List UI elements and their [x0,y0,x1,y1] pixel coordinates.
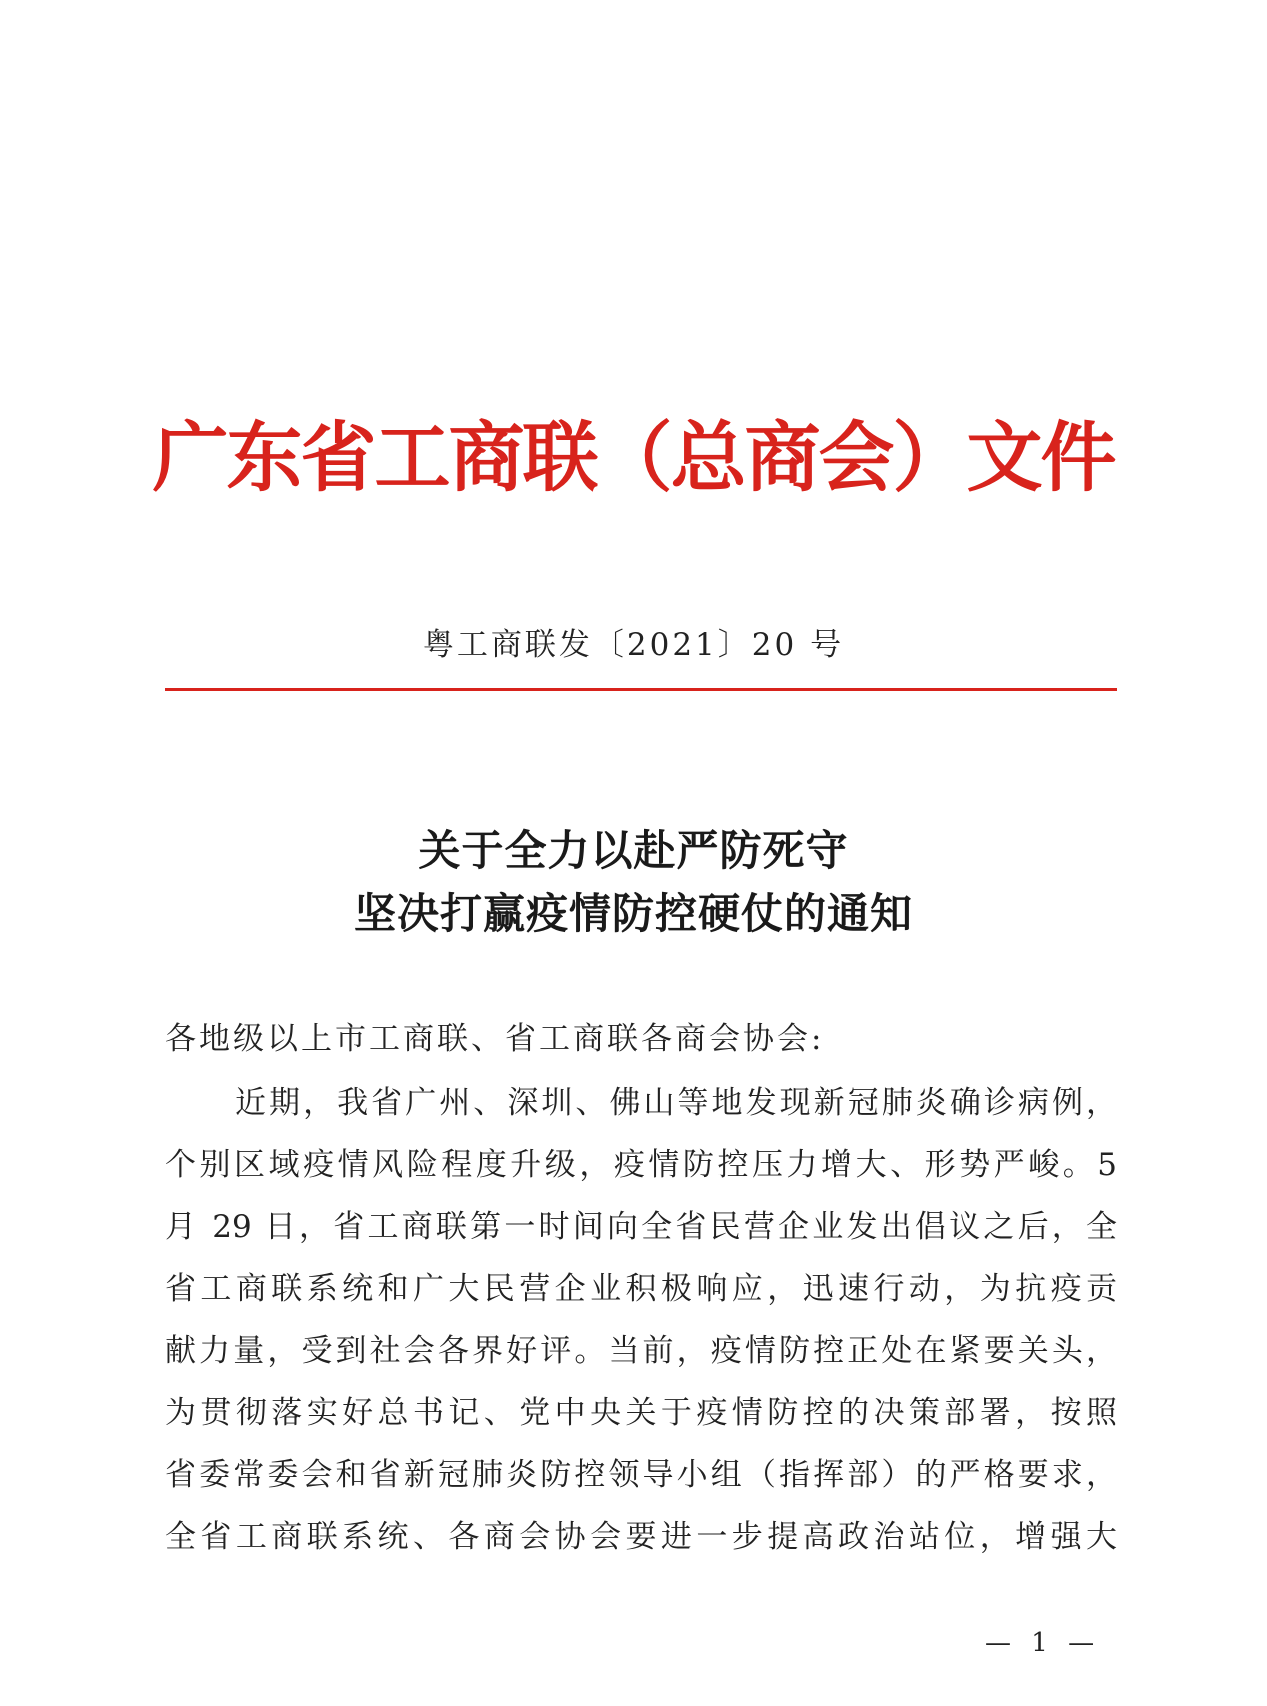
document-number: 粤工商联发〔2021〕20 号 [422,627,845,663]
body-line: 为贯彻落实好总书记、党中央关于疫情防控的决策部署，按照 [165,1395,1117,1431]
red-divider-line [165,688,1117,691]
body-line: 个别区域疫情风险程度升级，疫情防控压力增大、形势严峻。5 [165,1147,1117,1183]
body-line: 献力量，受到社会各界好评。当前，疫情防控正处在紧要关头， [165,1333,1117,1369]
body-line: 省工商联系统和广大民营企业积极响应，迅速行动，为抗疫贡 [165,1271,1117,1307]
body-line: 省委常委会和省新冠肺炎防控领导小组（指挥部）的严格要求， [165,1457,1117,1493]
body-line: 全省工商联系统、各商会协会要进一步提高政治站位，增强大 [165,1519,1117,1555]
notice-title-line-2: 坚决打赢疫情防控硬仗的通知 [353,889,913,938]
notice-title-line-1: 关于全力以赴严防死守 [418,826,849,875]
issuer-title: 广东省工商联（总商会）文件 [152,413,1115,502]
body-line: 近期，我省广州、深圳、佛山等地发现新冠肺炎确诊病例， [235,1085,1117,1121]
body-line: 月 29 日，省工商联第一时间向全省民营企业发出倡议之后，全 [165,1209,1117,1245]
salutation: 各地级以上市工商联、省工商联各商会协会: [165,1021,825,1057]
page-number: — 1 — [985,1628,1101,1658]
